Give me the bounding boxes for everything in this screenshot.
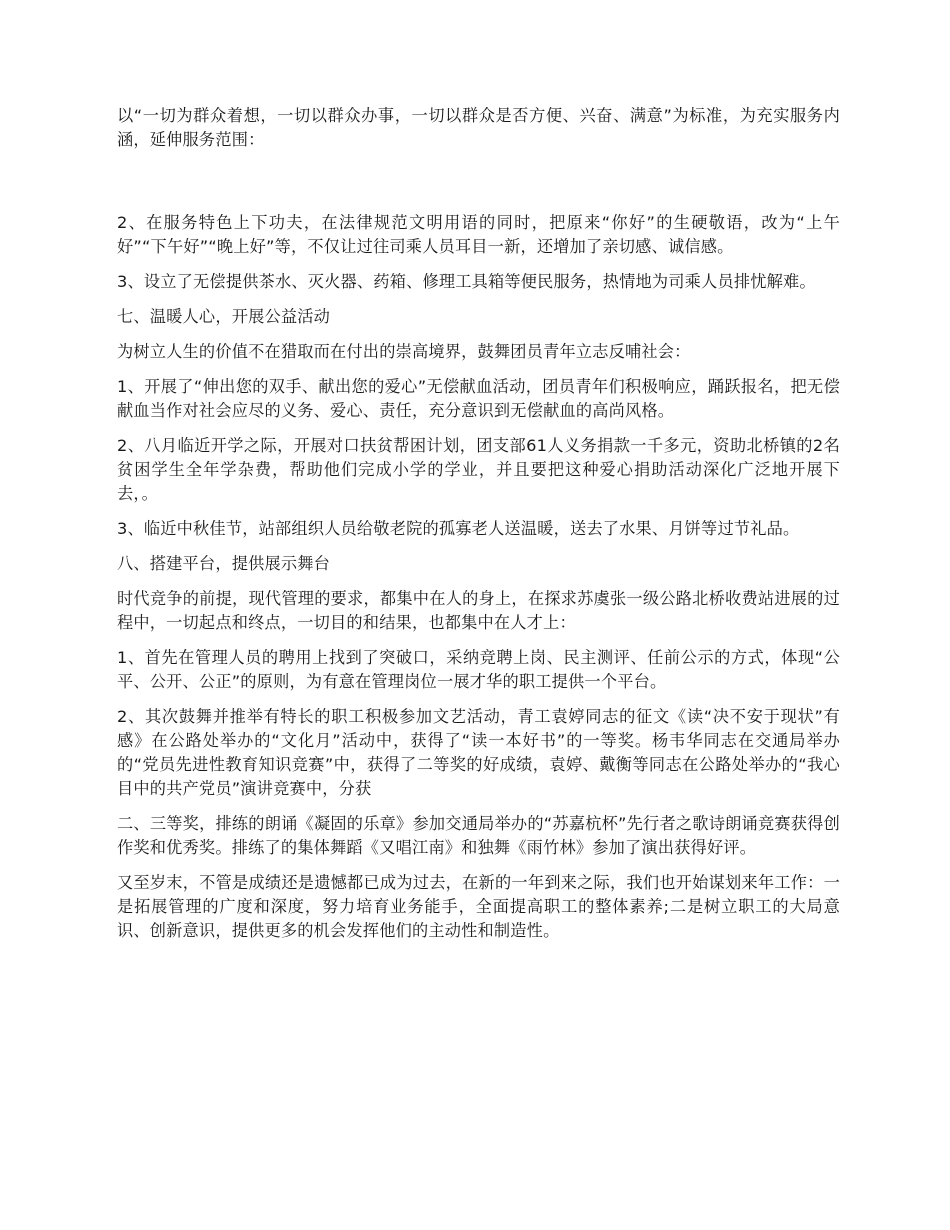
paragraph-item-1-recruitment: 1、首先在管理人员的聘用上找到了突破口，采纳竞聘上岗、民主测评、任前公示的方式，体现“公平、公开、公正”的原则，为有意在管理岗位一展才华的职工提供一个平台。 — [117, 648, 840, 691]
paragraph-item-3-convenience: 3、设立了无偿提供茶水、灭火器、药箱、修理工具箱等便民服务，热情地为司乘人员排忧解难。 — [117, 272, 816, 291]
blank-gap — [117, 163, 840, 211]
document-page — [117, 104, 840, 954]
paragraph-section-8-intro: 时代竞争的前提，现代管理的要求，都集中在人的身上，在探求苏虞张一级公路北桥收费站进展的过程中，一切起点和终点，一切目的和结果，也都集中在人才上： — [117, 589, 840, 632]
paragraph-item-2-culture: 2、其次鼓舞并推举有特长的职工积极参加文艺活动，青工袁婷同志的征文《读“决不安于现状”有感》在公路处举办的“文化月”活动中，获得了“读一本好书”的一等奖。杨韦华同志在交通局举办的“党员先进性教育知识竞赛”中，获得了二等奖的好成绩，袁婷、戴衡等同志在公路处举办的“我心目中的共产党员”演讲竞赛中，分获 — [117, 707, 840, 798]
paragraph-item-2-poverty-aid: 2、八月临近开学之际，开展对口扶贫帮困计划，团支部61人义务捐款一千多元，资助北桥镇的2名贫困学生全年学杂费，帮助他们完成小学的学业，并且要把这种爱心捐助活动深化广泛地开展下去，。 — [117, 436, 840, 503]
section-heading-8: 八、搭建平台，提供展示舞台 — [117, 554, 331, 573]
paragraph-item-2-greetings: 2、在服务特色上下功夫，在法律规范文明用语的同时，把原来“你好”的生硬敬语，改为“上午好”“下午好”“晚上好”等，不仅让过往司乘人员耳目一新，还增加了亲切感、诚信感。 — [117, 213, 840, 256]
paragraph-item-3-mid-autumn: 3、临近中秋佳节，站部组织人员给敬老院的孤寡老人送温暖，送去了水果、月饼等过节礼品。 — [117, 519, 800, 538]
paragraph-awards: 二、三等奖，排练的朗诵《凝固的乐章》参加交通局举办的“苏嘉杭杯”先行者之歌诗朗诵竞赛获得创作奖和优秀奖。排练了的集体舞蹈《又唱江南》和独舞《雨竹林》参加了演出获得好评。 — [117, 814, 840, 857]
paragraph-section-7-intro: 为树立人生的价值不在猎取而在付出的崇高境界，鼓舞团员青年立志反哺社会： — [117, 342, 691, 361]
paragraph-intro: 以“一切为群众着想，一切以群众办事，一切以群众是否方便、兴奋、满意”为标准，为充实服务内涵，延伸服务范围： — [117, 106, 840, 149]
paragraph-item-1-blood-donation: 1、开展了“伸出您的双手、献出您的爱心”无偿献血活动，团员青年们积极响应，踊跃报名，把无偿献血当作对社会应尽的义务、爱心、责任，充分意识到无偿献血的高尚风格。 — [117, 377, 840, 420]
section-heading-7: 七、温暖人心，开展公益活动 — [117, 307, 331, 326]
paragraph-conclusion: 又至岁末，不管是成绩还是遗憾都已成为过去，在新的一年到来之际，我们也开始谋划来年工作：一是拓展管理的广度和深度，努力培育业务能手，全面提高职工的整体素养;二是树立职工的大局意识、创新意识，提供更多的机会发挥他们的主动性和制造性。 — [117, 873, 840, 940]
